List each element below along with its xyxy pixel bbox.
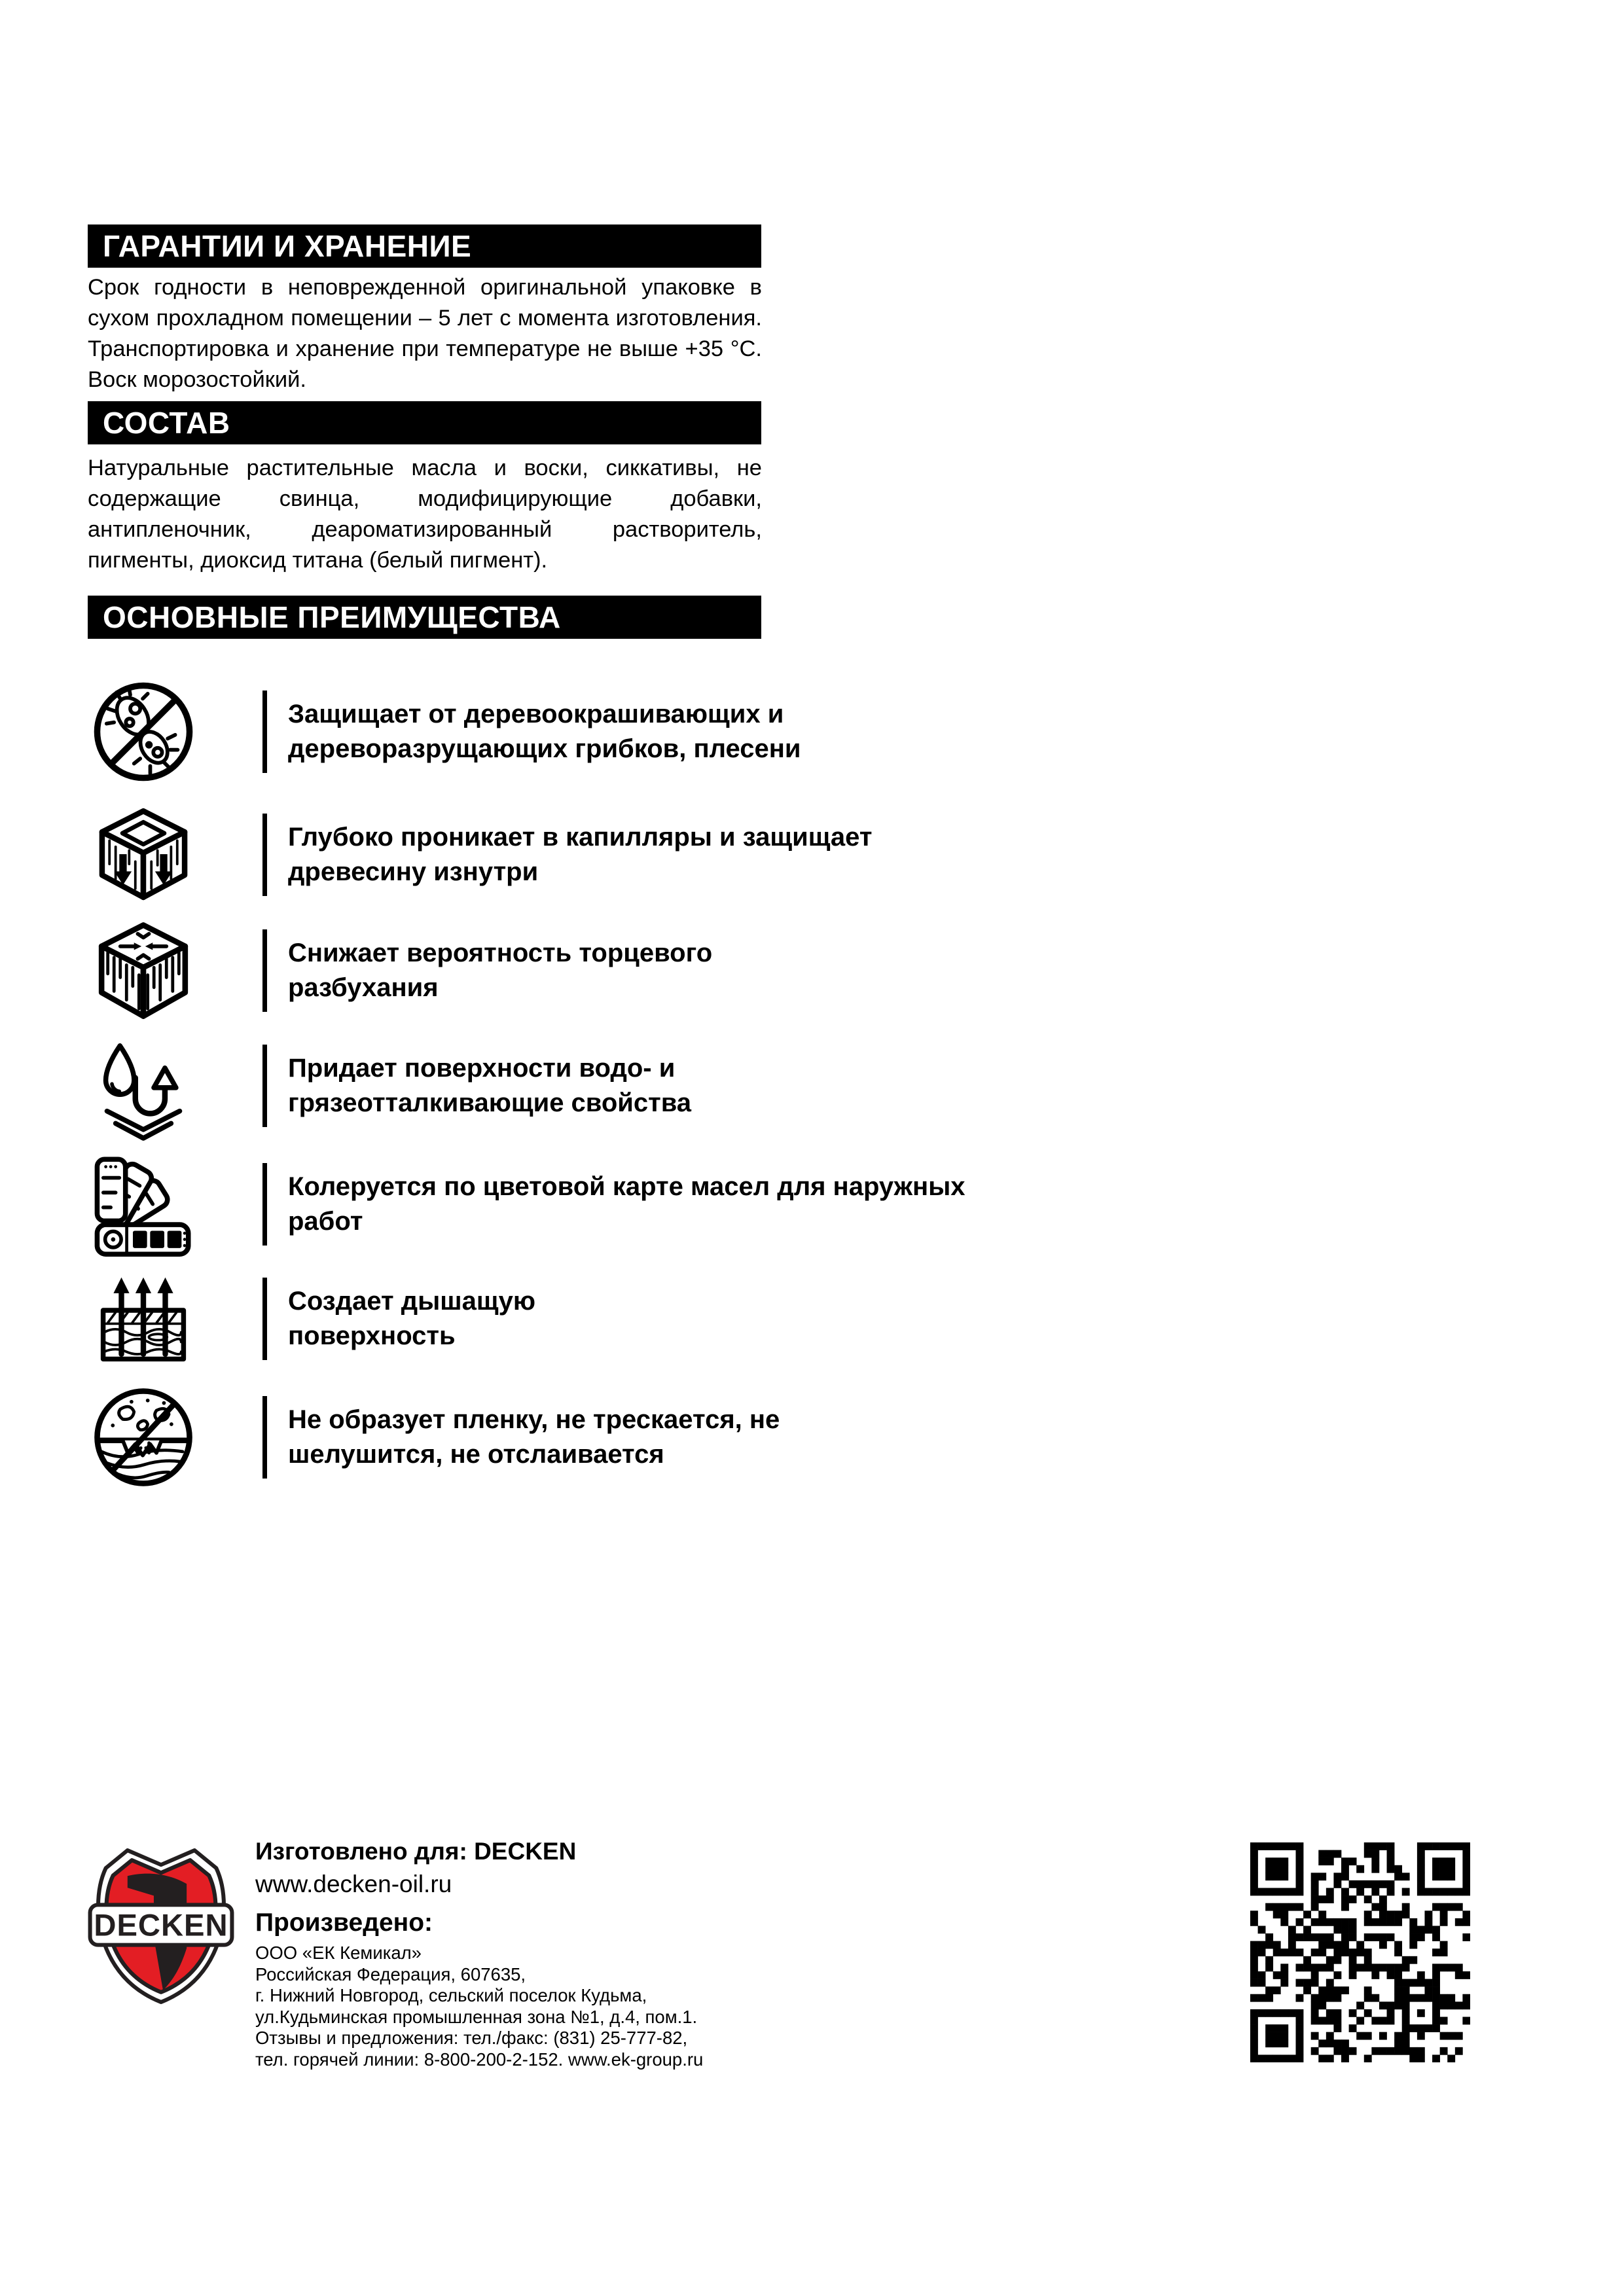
- divider: [262, 1045, 267, 1127]
- benefit-item-no-film: [88, 1383, 1037, 1491]
- benefit-item-breathable: [88, 1265, 1037, 1372]
- benefit-text: Глубоко проникает в капилляры и защищает древесину изнутри: [288, 822, 873, 886]
- divider: [262, 814, 267, 896]
- warranty-paragraph: Срок годности в неповрежденной оригинальной упаковке в сухом прохладном помещении – 5 лет с момента изготовления. Транспортировка и хранение при температуре не выше +35 °С. Воск морозостойкий.: [88, 275, 762, 392]
- producer-line: Отзывы и предложения: тел./факс: (831) 25-777-82,: [255, 2028, 688, 2048]
- benefit-item-color-chart: [88, 1150, 1037, 1258]
- benefit-text: Не образует пленку, не трескается, не шелушится, не отслаивается: [288, 1405, 780, 1469]
- deep-penetration-icon: [88, 802, 199, 907]
- divider: [262, 1278, 267, 1360]
- end-grain-swelling-icon: [88, 918, 199, 1024]
- benefit-item-end-swelling: [88, 916, 1037, 1024]
- producer-address-block: [255, 1943, 703, 2070]
- no-fungi-icon: [88, 679, 199, 785]
- section-header-warranty: [88, 224, 761, 268]
- section-header-advantages: [88, 596, 761, 639]
- section-title: ГАРАНТИИ И ХРАНЕНИЕ: [103, 229, 472, 263]
- benefit-text: Колеруется по цветовой карте масел для наружных работ: [288, 1172, 965, 1236]
- benefit-item-penetration: [88, 800, 1037, 908]
- benefit-item-no-fungi: [88, 677, 1037, 785]
- benefit-text: Создает дышащую поверхность: [288, 1286, 536, 1350]
- producer-line: г. Нижний Новгород, сельский поселок Кудьма,: [255, 1985, 647, 2005]
- composition-paragraph: Натуральные растительные масла и воски, сиккативы, не содержащие свинца, модифицирующие добавки, антипленочник, деароматизированный растворитель, пигменты, диоксид титана (белый пигмент).: [88, 456, 762, 573]
- section-header-composition: [88, 401, 761, 444]
- producer-line: Российская Федерация, 607635,: [255, 1964, 526, 1984]
- benefit-item-water-repellent: [88, 1031, 1037, 1139]
- producer-line: тел. горячей линии: 8-800-200-2-152. www.ek-group.ru: [255, 2049, 704, 2070]
- produced-label: Произведено:: [255, 1909, 433, 1937]
- water-dirt-repellent-icon: [88, 1030, 199, 1142]
- website-url: www.decken-oil.ru: [255, 1871, 452, 1897]
- divider: [262, 1163, 267, 1246]
- qr-code: [1250, 1842, 1470, 2062]
- made-for-label: Изготовлено для: DECKEN: [255, 1838, 577, 1865]
- benefit-text: Придает поверхности водо- и грязеотталкивающие свойства: [288, 1053, 692, 1117]
- producer-line: ООО «ЕК Кемикал»: [255, 1943, 422, 1963]
- divider: [262, 691, 267, 773]
- benefit-text: Снижает вероятность торцевого разбухания: [288, 938, 713, 1002]
- divider: [262, 929, 267, 1012]
- benefit-text: Защищает от деревоокрашивающих и дереворазрущающих грибков, плесени: [288, 699, 801, 763]
- decken-logo-text: DECKEN: [94, 1907, 228, 1943]
- section-title: ОСНОВНЫЕ ПРЕИМУЩЕСТВА: [103, 600, 561, 634]
- section-title: СОСТАВ: [103, 406, 230, 440]
- color-chart-icon: [88, 1152, 199, 1257]
- producer-line: ул.Кудьминская промышленная зона №1, д.4, пом.1.: [255, 2006, 698, 2027]
- divider: [262, 1396, 267, 1479]
- no-film-icon: [88, 1384, 199, 1490]
- breathable-surface-icon: [88, 1275, 199, 1363]
- decken-logo: [86, 1838, 236, 2005]
